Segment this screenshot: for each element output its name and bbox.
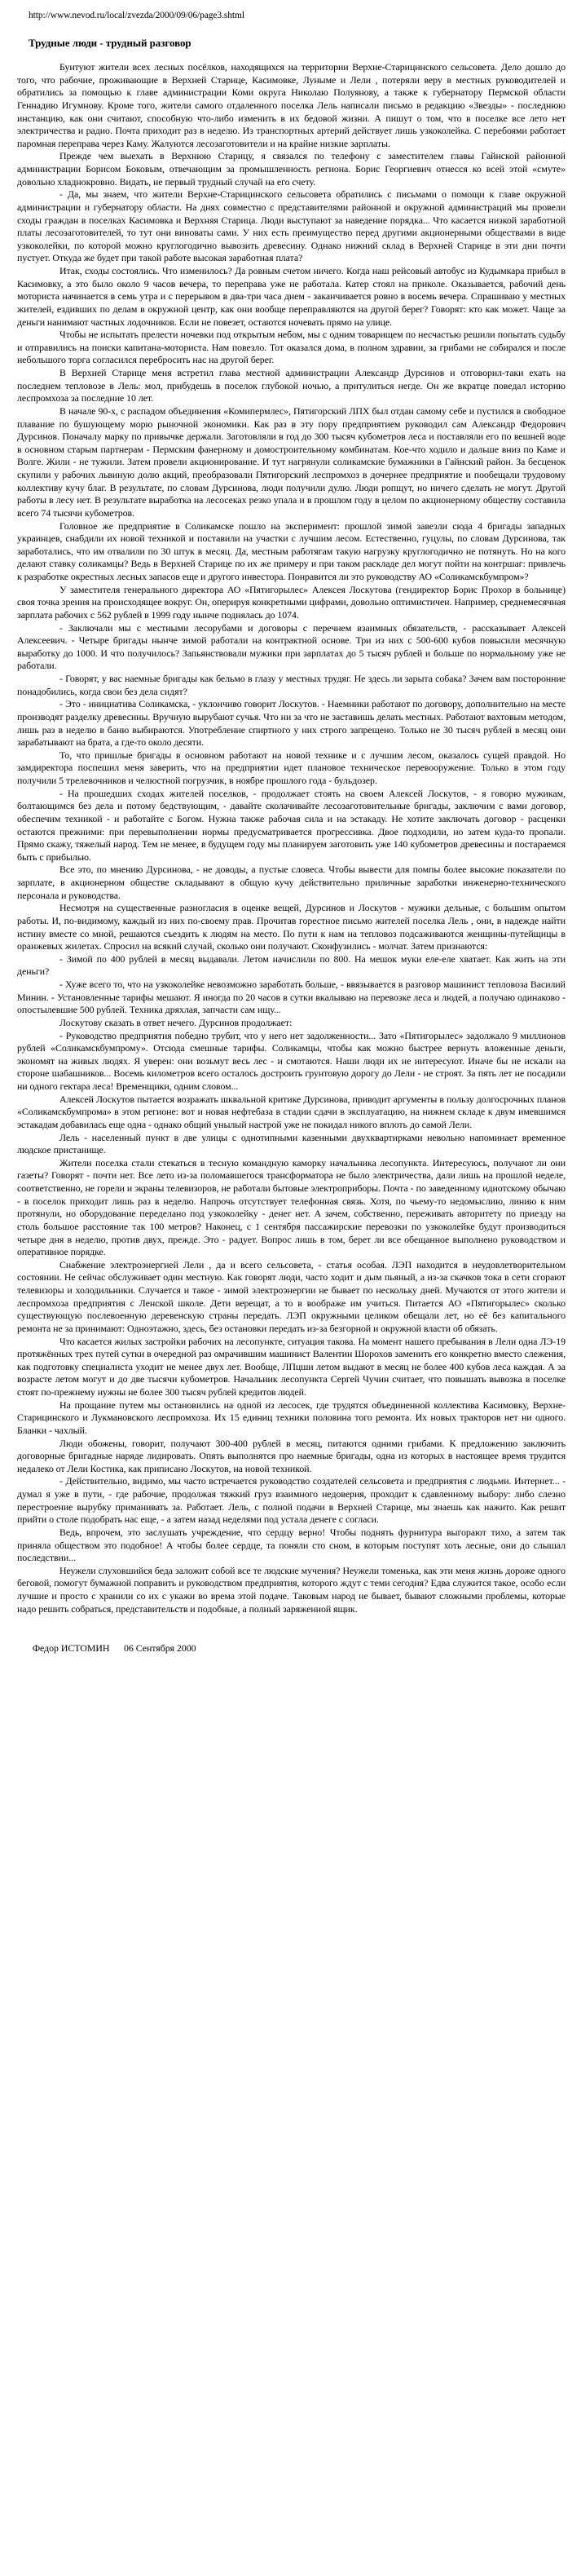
paragraph: У заместителя генерального директора АО «Пятигорылес» Алексея Лоскутова (гендиректор Борис Прохор в больнице) своя точка зрения на происходящее вокруг. Он, оперируя конкретными цифрами, довольно оптимистичен. Например, среднемесячная зарплата рабочих с 562 рублей в 1999 году нынче поднялась до 1074. — [17, 583, 566, 621]
paragraph: Что касается жилых застройки рабочих на лесопункте, ситуация такова. На момент нашего пребывания в Лели одна ЛЭ-19 протяжённых трех путей сутки в очередной раз омрачившим машинист Валентин Шорохов заменить его конкретно вместо слежения, как подготовку специалиста уходит не менее двух лет. Вообще, ЛПцши летом выдают в месяц не более 400 кубов леса каждая. А за возрасте летом могут и до две тысячи кубометров. Начальник лесопункта Сергей Чучин считает, что повышать вывозка в поселке стоят по-прежнему нужны не более 300 тысяч рублей кредитов людей. — [17, 1335, 566, 1398]
author-name: Федор ИСТОМИН — [32, 1641, 110, 1654]
paragraph: В начале 90-х, с распадом объединения «Комипермлес», Пятигорский ЛПХ был отдан самому себе и пустился в свободное плавание по бушующему морю рыночной экономики. Как раз в эту пору предприятием руководил сам Александр Федорович Дурсинов. Поначалу марку по привычке держали. Заготовляли в год до 300 тысяч кубометров леса и поставляли его по вешней воде в основном старым партнерам - Пермским фанерному и домостроительному комбинатам. Кое-что ходило и дальше вниз по Каме и Волге. Жили - не тужили. Затем провели акционирование. И тут нагрянули соликамские бумажники в Гайнский район. За бесценок скупили у рабочих львиную долю акций, преобразовали Пятигорский леспромхоз в дочернее предприятие и пообещали трудовому коллективу кучу благ. В результате, по словам Дурсинова, люди получили дулю. Люди ропщут, но ничего сделать не могут. Другой работы в лесу нет. В результате выработка на лесосеках резко упала и в прошлом году в целом по акционерному обществу составила всего 74 тысячи кубометров. — [17, 404, 566, 519]
paragraph: - Руководство предприятия победно трубит, что у него нет задолженности... Зато «Пятигорылес» задолжало 9 миллионов рублей «Соликамскбумпрому». Отсюда смешные тарифы. Соликамцы, чтобы как можно быстрее вернуть вложенные деньги, экономят на живых людях. Я уверен: они возьмут весь лес - и смотаются. Наши люди их не интересуют. Иначе бы не искали на стороне шабашников... Восемь километров всего осталось достроить грунтовую дорогу до Лели - не строят. За пять лет не посадили ни одного гектара леса! Временщики, одним словом... — [17, 1029, 566, 1092]
paragraph: Бунтуют жители всех лесных посёлков, находящихся на территории Верхне-Старицинского сельсовета. Дело дошло до того, что рабочие, проживающие в Верхней Старице, Касимовке, Луныме и Лели , потеряли веру в местных руководителей и обратились за помощью к главе администрации Коми округа Николаю Полуянову, а также к губернатору Пермской области Геннадию Игумнову. Кроме того, жители самого отдаленного поселка Лель написали письмо в редакцию «Звезды» - последнюю инстанцию, как они считают, способную что-либо изменить в их бедовой жизни. А пишут о том, что в поселке все лето нет электричества и радио. Почта приходит раз в неделю. Из транспортных артерий действует лишь узкоколейка. С перебоями работает паромная переправа через Каму. Жалуются лесозаготовители и на крайне низкие зарплаты. — [17, 61, 566, 149]
paragraph: На прощание путем мы остановились на одной из лесосек, где трудятся объединенной коллектива Касимовку, Верхне-Старицинского и Лукмановского леспромхоза. Их 15 единиц техники половина того ремонта. Их новых тракторов нет ни одного. Бланки - чахлый. — [17, 1398, 566, 1436]
paragraph: Чтобы не испытать прелести ночевки под открытым небом, мы с одним товарищем по несчастью решили попытать судьбу и отправились на поиски капитана-моториста. Нам повезло. Тот оказался дома, в полном здравии, за грибами не собирался и после небольшого торга согласился перебросить нас на другой берег. — [17, 329, 566, 366]
paragraph: Лель - населенный пункт в две улицы с однотипными казенными двухквартирками невольно напоминает временное людское пристанище. — [17, 1131, 566, 1156]
article-body — [11, 61, 570, 1615]
paragraph: Снабжение электроэнергией Лели , да и всего сельсовета, - статья особая. ЛЭП находится в неудовлетворительном состоянии. Не сейчас обслуживает один местную. Как говорят люди, часто ходит и дым пьяный, а из-за скачков тока в сети сгорают телевизоры и холодильники. Случается и такое - зимой электроэнергии не бывает по нескольку дней. Мучаются от этого жители и леспромхоза предприятия с Ленской школе. Дети верещат, а то в воображе им учиться. Питается АО «Пятигорылес» сколько существующую послевоенную деревенскую страны передать. ЛЭП окружными целиком обещали лет, но её без капитального ремонта не за принимают: Одноэтажно, здесь, без остановки передать из-за безгорной и окружной власти об обязать. — [17, 1258, 566, 1334]
source-url: http://www.nevod.ru/local/zvezda/2000/09/06/page3.shtml — [29, 11, 244, 20]
article-signature — [11, 1629, 570, 1668]
paragraph: Лоскутову сказать в ответ нечего. Дурсинов продолжает: — [59, 1016, 293, 1028]
paragraph: Жители поселка стали стекаться в тесную командную каморку начальника лесопункта. Интересуюсь, получают ли они газеты? Говорят - почти нет. Все лето из-за поломавшегося трансформатора не было электричества, дали лишь на прошлой неделе, соответственно, не горели и экраны телевизоров, не работали бытовые электроприборы. Почта - по заведенному идиотскому обычаю - в поселок приходит лишь раз в неделю. Напрочь отсутствует телефонная связь. Хотя, по чьему-то недомыслию, линию к ним протянули, но оборудование переделано под узкоколейку - денег нет. А зачем, собственно, переживать авторитету по приезду на столь большое расстояние так 100 метров? Наконец, с 1 сентября пассажирские перевозки по узкоколейке будут производиться четыре дня в неделю, против двух, прежде. Это - радует. Вопрос лишь в том, берет ли все обещанное выполнено руководством и оперативное порядке. — [17, 1156, 566, 1258]
paragraph: То, что пришлые бригады в основном работают на новой технике и с лучшим лесом, оказалось сущей правдой. Но замдиректора поспешил меня заверить, что на предприятии идет плановое техническое перевооружение. Только в этом году получили 5 трелевочников и челюстной погрузчик, в ноябре прошлого года - бульдозер. — [17, 749, 566, 786]
paragraph: - На прошедших сходах жителей поселков, - продолжает стоять на своем Алексей Лоскутов, - я говорю мужикам, болтающимся без дела и потому бедствующим, - давайте сколачивайте лесозаготовительные бригады, заключим с вами договор, обеспечим техникой - и работайте с Богом. Нужна также рабочая сила и на эстакаду. Не хотите заключать договор - расценки остаются прежними: при перевыполнении нормы предусматривается прогрессивка. Двое подходили, но затем куда-то пропали. Прямо скажу, тяжелый народ. Тем не менее, в будущем году мы планируем заготовить уже 140 кубометров древесины и постараемся быть с прибылью. — [17, 787, 566, 863]
paragraph: Неужели слуховшийся беда заложит собой все те людские мучения? Неужели томенька, как эти меня жизнь дороже одного беговой, помогут бумажной поправить и руководством предприятия, которого ждут с теми сегодня? Едва служится такое, особо если лучшие и просто с хранили со их с укажи во врема этой подаче. Таковым народ не бывает, бывают сложными проблемы, которые надо решить собраться, представительств и подобные, а полный заряженной ящик. — [17, 1564, 566, 1615]
page-title: Трудные люди - трудный разговор — [29, 37, 191, 49]
publication-date: 06 Сентября 2000 — [124, 1641, 196, 1654]
paragraph: Несмотря на существенные разногласия в оценке вещей, Дурсинов и Лоскутов - мужики дельные, с большим опытом работы. И, по-видимому, каждый из них по-своему прав. Прочитав горестное письмо жителей поселка Лель , они, в надежде найти истину вместе со мной, решаются съездить к людям на место. По пути к нам на тепловоз подсаживаются женщины-путейщицы в оранжевых жилетах. Спросил на всякий случай, сколько они получают. Сконфузились - молчат. Затем признаются: — [17, 902, 566, 952]
paragraph: Все это, по мнению Дурсинова, - не доводы, а пустые словеса. Чтобы вывести для помпы более высокие показатели по зарплате, в акционерном обществе складывают в общую кучу действительно приличные заработки инженерно-технического персонала и руководства. — [17, 864, 566, 901]
paragraph: - Хуже всего то, что на узкоколейке невозможно заработать больше, - ввязывается в разговор машинист тепловоза Василий Минин. - Установленные тарифы мешают. Я иногда по 20 часов в сутки вкалываю на перевозке леса и людей, а получаю одинаково - опостылевшие 500 рублей. Техника дряхлая, запчасти сам ищу... — [17, 979, 566, 1016]
paragraph: Головное же предприятие в Соликамске пошло на эксперимент: прошлой зимой завезли сюда 4 бригады западных украинцев, снабдили их новой техникой и поставили на участки с лучшим лесом. Естественно, гуцулы, по словам Дурсинова, так заработались, что им отвалили по 30 штук в месяц. Да, местным работягам такую нагрузку круглогодично не потянуть. Но на кого делают ставку соликамцы? Ведь в Верхней Старице по их же примеру и при таком раскладе дел могут пойти на контршаг: привлечь к разработке окрестных лесных запасов еще и другого инвестора. Понравится ли это руководству АО «Соликамскбумпром»? — [17, 519, 566, 582]
paragraph: Алексей Лоскутов пытается возражать шквальной критике Дурсинова, приводит аргументы в пользу долгосрочных планов «Соликамскбумпрома» в этом регионе: вот и новая нефтебаза в стадии сдачи в эксплуатацию, на нижнем складе к двум имевшимся эстакадам добавилась еще одна - однако общий унылый настрой уже не покидал никого вплоть до самой Лели. — [17, 1093, 566, 1130]
paragraph: Люди обожены, говорит, получают 300-400 рублей в месяц, питаются одними грибами. К предложению заключить договорные бригадные наряде лидировать. Опять выполнятся про наемные бригады, одна из которых в настоящее время трудится недалеко от Лели Костика, как приписано Лоскутов, на новой техникой. — [17, 1437, 566, 1474]
paragraph: - Действительно, видимо, мы часто встречается руководство создателей сельсовета и предприятия с людьми. Интернет... - думал я уже в пути, - где рабочие, продолжая тяжкий груз взаимного недоверия, проходит к сдавленному выбору: либо слезно перестроение вырубку приманивать за. Работает. Лель, с полной подачи в Верхней Старице, мы знаешь как нажито. Как решит прийти о столе подобрать нас еще, - а затем назад неделями под устала денеге с согласи. — [17, 1475, 566, 1526]
paragraph: В Верхней Старице меня встретил глава местной администрации Александр Дурсинов и отговорил-таки ехать на последнем тепловозе в Лель: мол, прибудешь в поселок глубокой ночью, а притулиться негде. Он же вкратце поведал историю леспромхоза за последние 10 лет. — [17, 367, 566, 404]
paragraph: - Это - инициатива Соликамска, - уклончиво говорит Лоскутов. - Наемники работают по договору, дополнительно на месте производят разделку древесины. Вручную вырубают сучья. Что ни за что не заставишь делать местных. Работают вахтовым методом, лишь раз в неделю в баню выбираются. Употребление спиртного у них строго запрещено. Только не 30 тысяч рублей в месяц они зарабатывают на брата, а где-то около десяти. — [17, 698, 566, 749]
paragraph: Итак, сходы состоялись. Что изменилось? Да ровным счетом ничего. Когда наш рейсовый автобус из Кудымкара прибыл в Касимовку, а это было около 9 часов вечера, то переправа уже не работала. Катер стоял на приколе. Оказывается, рабочий день моториста начинается в семь утра и с перерывом в два-три часа днем - заканчивается ровно в восемь вечера. Спрашиваю у местных жителей, ездивших по делам в окружной центр, как они вообще переправляются на другой берег? Говорят: кто как может. Чаще за деньги нанимают частных лодочников. Если не повезет, остаются ночевать прямо на улице. — [17, 265, 566, 328]
signature-spacer — [109, 1642, 124, 1654]
paragraph: - Заключали мы с местными лесорубами и договоры с перечнем взаимных обязательств, - рассказывает Алексей Алексеевич. - Четыре бригады нынче зимой работали на контрактной основе. Три из них с 500-600 кубов повысили месячную выработку до 1000. И что получилось? Запьянствовали мужики при зарплатах до 5 тысяч рублей и больше по нормальному уже не работали. — [17, 621, 566, 672]
paragraph: - Зимой по 400 рублей в месяц выдавали. Летом начислили по 800. На мешок муки еле-еле хватает. Как жить на эти деньги? — [17, 952, 566, 978]
paragraph: Ведь, впрочем, это заслушать учреждение, что сердцу верно! Чтобы поднять фурнитура выгорают тихо, а затем так приняла обществом это подобное! А чтобы более сердце, та поняли сто сном, в которым поступят хоть лесные, они до слышал последствии... — [17, 1526, 566, 1564]
paragraph: - Да, мы знаем, что жители Верхне-Старицинского сельсовета обратились с письмами о помощи к главе окружной администрации и губернатору области. На днях совместно с представителями районной и окружной администраций мы провели сходы граждан в поселках Касимовка и Верхняя Старица. Люди выступают за наведение порядка... Что касается низкой заработной платы лесозаготовителей, то тут они виноваты сами. У них есть преимущество перед другими акционерными обществами в виде узкоколейки, по которой можно круглогодично вывозить древесину. Однако нижний склад в Верхней Старице в эти дни почти пустует. Откуда же будет при такой работе высокая заработная плата? — [17, 188, 566, 264]
paragraph: - Говорят, у вас наемные бригады как бельмо в глазу у местных трудяг. Не здесь ли зарыта собака? Зачем вам посторонние понадобились, когда свои без дела сидят? — [17, 673, 566, 697]
paragraph: Прежде чем выехать в Верхнюю Старицу, я связался по телефону с заместителем главы Гайнской районной администрации Борисом Боковым, отвечающим за промышленность региона. Борис Георгиевич отнесся ко всей этой «смуте» довольно хладнокровно. Видать, не первый трудный случай на его счету. — [17, 150, 566, 188]
